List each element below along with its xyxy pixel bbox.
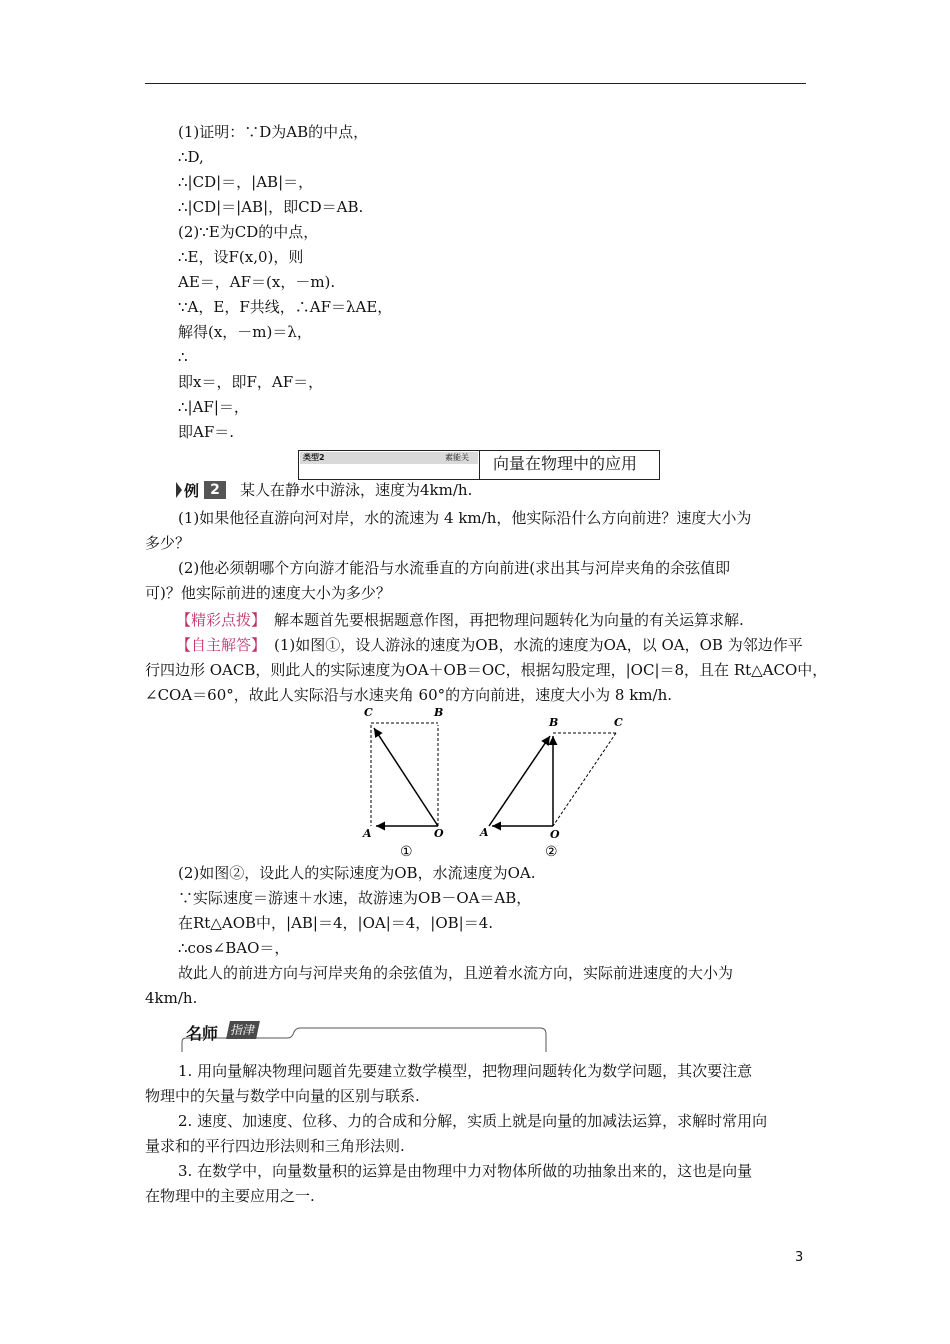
example-q2-line-1: (2)他必须朝哪个方向游才能沿与水流垂直的方向前进(求出其与河岸夹角的余弦值即	[178, 559, 731, 577]
proof-line-1: (1)证明：∵D为AB的中点，	[178, 123, 369, 141]
tip-2-line-2: 量求和的平行四边形法则和三角形法则.	[145, 1137, 405, 1155]
answer-b3: 在Rt△AOB中，|AB|＝4，|OA|＝4，|OB|＝4.	[178, 914, 494, 932]
proof-line-10: ∴	[178, 348, 188, 366]
hint-paragraph	[176, 610, 744, 630]
answer-b6: 4km/h.	[145, 989, 198, 1007]
fig2-dashed-co	[553, 733, 616, 826]
header-rule	[145, 83, 806, 84]
fig1-vector-oc	[374, 728, 438, 826]
answer-b5: 故此人的前进方向与河岸夹角的余弦值为，且逆着水流方向，实际前进速度的大小为	[178, 964, 734, 982]
proof-line-5: (2)∵E为CD的中点，	[178, 223, 319, 241]
hint-text: 解本题首先要根据题意作图，再把物理问题转化为向量的有关运算求解.	[274, 611, 744, 629]
example-q2-line-2: 可)？他实际前进的速度大小为多少？	[145, 584, 391, 602]
fig1-label-o: O	[434, 827, 444, 840]
proof-line-9: 解得(x，－m)＝λ，	[178, 323, 312, 341]
tip-3-line-1: 3. 在数学中，向量数量积的运算是由物理中力对物体所做的功抽象出来的，这也是向量	[178, 1162, 753, 1180]
answer-b1: (2)如图②，设此人的实际速度为OB，水流速度为OA.	[178, 864, 536, 882]
proof-line-4: ∴|CD|＝|AB|，即CD＝AB.	[178, 198, 364, 216]
mingshi-header	[176, 1018, 548, 1054]
example-number: 2	[204, 481, 226, 499]
example-q1-line-2: 多少？	[145, 534, 191, 552]
fig2-label-o: O	[550, 828, 560, 841]
answer-a1: (1)如图①，设人游泳的速度为OB，水流的速度为OA，以 OA，OB 为邻边作平	[274, 636, 803, 654]
fig2-label-c: C	[614, 716, 623, 729]
fig1-label-c: C	[364, 706, 373, 719]
proof-line-13: 即AF＝.	[178, 423, 235, 441]
proof-line-12: ∴|AF|＝，	[178, 398, 249, 416]
example-stem: 某人在静水中游泳，速度为4km/h.	[240, 481, 473, 499]
fig1-label-a: A	[363, 827, 372, 840]
mingshi-label: 名师	[186, 1024, 219, 1043]
answer-a3: ∠COA＝60°，故此人实际沿与水速夹角 60°的方向前进，速度大小为 8 km/h.	[145, 686, 672, 704]
fig2-label-b: B	[549, 716, 559, 729]
example-q1-line-1: (1)如果他径直游向河对岸，水的流速为 4 km/h，他实际沿什么方向前进？速度大小为	[178, 509, 752, 527]
type-subtag: 素能关	[445, 453, 469, 462]
fig1-caption: ①	[400, 844, 413, 860]
answer-paragraph-1	[176, 635, 803, 655]
vector-figures	[350, 700, 650, 865]
tip-1-line-1: 1. 用向量解决物理问题首先要建立数学模型，把物理问题转化为数学问题，其次要注意	[178, 1062, 753, 1080]
type-tag: 类型2	[303, 453, 325, 462]
page-number: 3	[795, 1250, 804, 1265]
example-word: 例	[184, 482, 200, 500]
proof-line-8: ∵A，E，F共线，∴AF＝λAE，	[178, 298, 393, 316]
tip-3-line-2: 在物理中的主要应用之一.	[145, 1187, 315, 1205]
figure-2	[479, 716, 623, 860]
hint-label: 【精彩点拨】	[176, 611, 267, 629]
fig2-label-a: A	[480, 826, 489, 839]
answer-b4: ∴cos∠BAO＝，	[178, 939, 290, 957]
fig1-label-b: B	[434, 706, 444, 719]
mingshi-badge: 指津	[226, 1021, 260, 1039]
answer-b2: ∵实际速度＝游速＋水速，故游速为OB－OA＝AB，	[178, 889, 532, 907]
type-heading-divider	[479, 451, 480, 479]
tip-2-line-1: 2. 速度、加速度、位移、力的合成和分解，实质上就是向量的加减法运算，求解时常用向	[178, 1112, 768, 1130]
proof-line-2: ∴D,	[178, 148, 204, 166]
proof-line-6: ∴E，设F(x,0)，则	[178, 248, 304, 266]
example-arrow-icon	[176, 482, 182, 498]
fig2-vector-ab	[489, 736, 550, 826]
example-badge	[176, 480, 230, 500]
type-heading-title: 向量在物理中的应用	[493, 454, 638, 473]
answer-label: 【自主解答】	[176, 636, 267, 654]
proof-line-11: 即x＝，即F，AF＝，	[178, 373, 324, 391]
type-heading-box	[298, 450, 660, 480]
figure-1	[362, 706, 444, 860]
tip-1-line-2: 物理中的矢量与数学中向量的区别与联系.	[145, 1087, 420, 1105]
answer-a2: 行四边形 OACB，则此人的实际速度为OA＋OB＝OC，根据勾股定理，|OC|＝8，且在 Rt△ACO中，	[145, 661, 828, 679]
fig2-caption: ②	[545, 844, 558, 860]
proof-line-7: AE＝，AF＝(x，－m).	[178, 273, 336, 291]
proof-line-3: ∴|CD|＝，|AB|＝，	[178, 173, 314, 191]
